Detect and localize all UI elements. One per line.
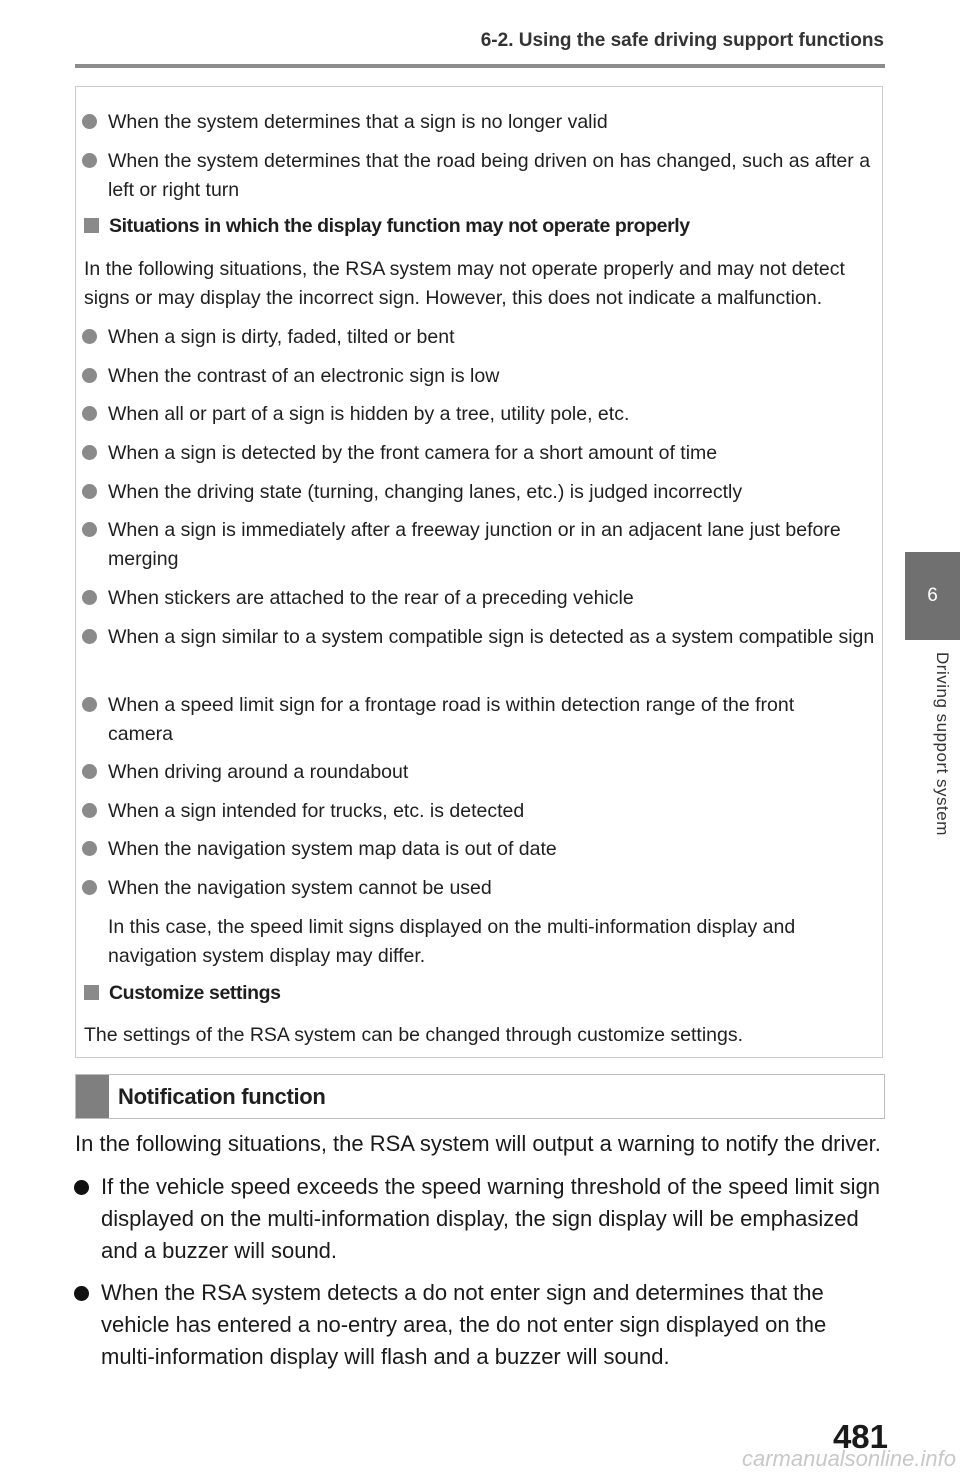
bullet-icon — [82, 153, 97, 168]
list-item: When the contrast of an electronic sign is low — [108, 362, 878, 391]
bullet-icon — [82, 697, 97, 712]
chapter-number: 6 — [927, 585, 938, 606]
section-heading: Situations in which the display function may not operate properly — [84, 215, 690, 238]
list-item: When the RSA system detects a do not enter sign and determines that the vehicle has entered a no-entry area, the do not enter sign displayed on the multi-information display will flash and a buzzer will sound. — [101, 1277, 841, 1373]
notification-intro: In the following situations, the RSA system will output a warning to notify the driver. — [75, 1131, 881, 1156]
bullet-icon — [82, 880, 97, 895]
bullet-icon — [82, 764, 97, 779]
list-item: When stickers are attached to the rear of a preceding vehicle — [108, 584, 878, 613]
bullet-icon — [74, 1180, 89, 1195]
heading-tab-marker — [76, 1075, 109, 1118]
chapter-label: Driving support system — [933, 652, 952, 836]
list-item: When driving around a roundabout — [108, 758, 878, 787]
bullet-icon — [82, 445, 97, 460]
list-item: When the system determines that a sign is no longer valid — [108, 108, 878, 137]
list-item: When a sign is detected by the front camera for a short amount of time — [108, 439, 878, 468]
bullet-icon — [82, 484, 97, 499]
page-header-title: 6-2. Using the safe driving support functions — [480, 30, 884, 51]
bullet-icon — [82, 329, 97, 344]
bullet-icon — [82, 590, 97, 605]
note-text: In this case, the speed limit signs displayed on the multi-information display and navigation system display may differ. — [108, 916, 796, 967]
list-item: When a sign similar to a system compatible sign is detected as a system compatible sign — [108, 623, 878, 652]
list-item: When all or part of a sign is hidden by a tree, utility pole, etc. — [108, 400, 878, 429]
section-intro: In the following situations, the RSA system may not operate properly and may not detect signs or may display the incorrect sign. However, this does not indicate a malfunction. — [84, 258, 845, 309]
bullet-icon — [82, 368, 97, 383]
bullet-icon — [82, 803, 97, 818]
bullet-icon — [82, 522, 97, 537]
watermark-text: carmanualsonline.info — [741, 1446, 956, 1471]
list-item: If the vehicle speed exceeds the speed warning threshold of the speed limit sign displayed on the multi-information display, the sign display will be emphasized and a buzzer will sound. — [101, 1171, 891, 1267]
section-heading: Customize settings — [84, 982, 281, 1005]
square-bullet-icon — [84, 985, 99, 1000]
list-item: When the driving state (turning, changing lanes, etc.) is judged incorrectly — [108, 478, 878, 507]
list-item: When a sign is dirty, faded, tilted or bent — [108, 323, 878, 352]
list-item: When the navigation system cannot be used — [108, 874, 878, 903]
notification-heading-bar — [75, 1074, 885, 1119]
bullet-icon — [82, 406, 97, 421]
chapter-tab[interactable] — [905, 552, 960, 640]
bullet-icon — [74, 1286, 89, 1301]
notification-heading: Notification function — [118, 1084, 326, 1109]
list-item: When the navigation system map data is out of date — [108, 835, 878, 864]
bullet-icon — [82, 841, 97, 856]
section-text: The settings of the RSA system can be changed through customize settings. — [84, 1024, 744, 1046]
page-number: 481 — [832, 1418, 888, 1455]
header-divider — [75, 64, 885, 68]
bullet-icon — [82, 629, 97, 644]
square-bullet-icon — [84, 218, 99, 233]
bullet-icon — [82, 114, 97, 129]
list-item: When a sign is immediately after a freeway junction or in an adjacent lane just before merging — [108, 516, 878, 574]
list-item: When a sign intended for trucks, etc. is detected — [108, 797, 878, 826]
list-item: When the system determines that the road being driven on has changed, such as after a left or right turn — [108, 147, 878, 205]
list-item: When a speed limit sign for a frontage road is within detection range of the front camera — [108, 691, 838, 749]
